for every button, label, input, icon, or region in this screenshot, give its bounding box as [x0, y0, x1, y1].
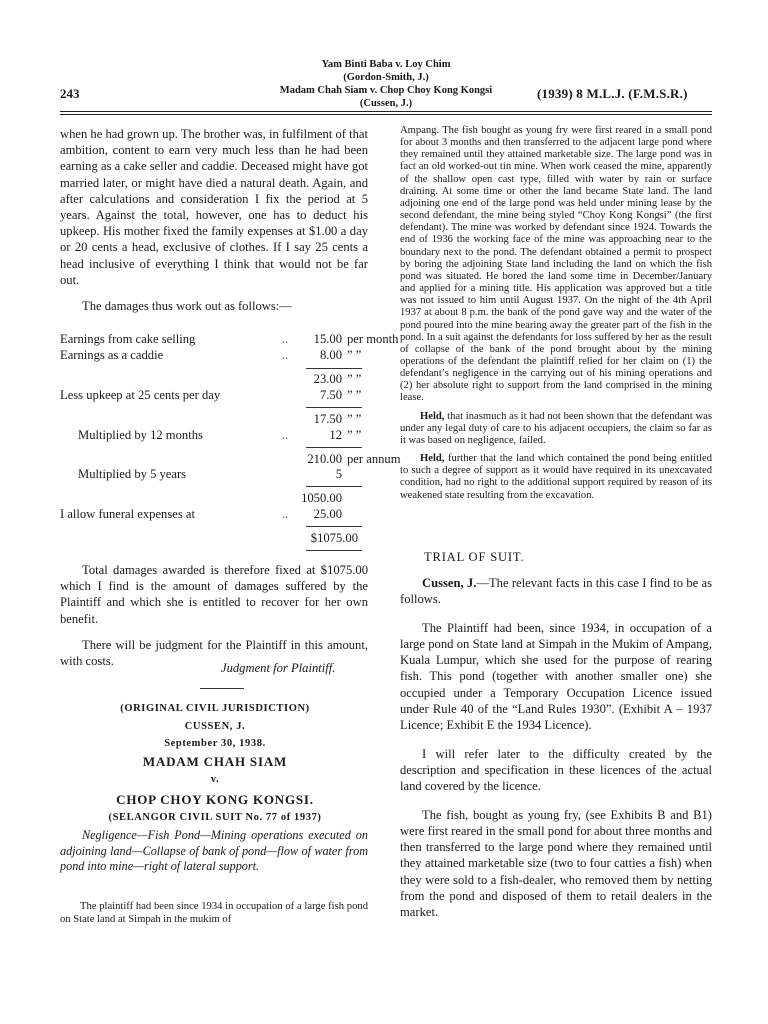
- case-versus: v.: [210, 774, 220, 785]
- held-label: Held,: [420, 410, 445, 422]
- headnote-text: The plaintiff had been since 1934 in occupation of a large fish pond on State land at Simpah in the mukim of: [60, 901, 368, 925]
- damages-amount: 17.50: [313, 412, 342, 426]
- running-head-judge2: (Cussen, J.): [359, 98, 413, 109]
- damages-amount: 1050.00: [301, 491, 342, 505]
- damages-amount: 7.50: [319, 388, 342, 402]
- paragraph: [400, 575, 712, 608]
- headnote: [400, 125, 712, 508]
- held-text: further that the land which contained the pond being entitled to such a degree of support as it would have required in its unexcavated condition, had no right to the additional support required by reason of its weakened state resulting from the excavation.: [400, 453, 712, 501]
- damages-unit: ” ”: [347, 388, 362, 402]
- held-paragraph: [400, 411, 712, 447]
- judge-name: Cussen, J.: [422, 576, 477, 590]
- paragraph: The fish, bought as young fry, (see Exhibits B and B1) were first reared in the small pond for about three months and then transferred to the large pond where they remained until they attained marketable size (two to four catties a fish) when they were sold to a fish-dealer, who removed them by netting from the pond and disposed of them to retail dealers in the market.: [400, 807, 712, 920]
- damages-amount: 23.00: [313, 372, 342, 386]
- damages-total: $1075.00: [310, 531, 358, 545]
- sum-rule: [306, 550, 362, 551]
- damages-unit: ” ”: [347, 428, 362, 442]
- paragraph: when he had grown up. The brother was, in fulfilment of that ambition, content to earn very much less than he had been earning as a cake seller and caddie. Deceased might have got married later, or might have died a natural death. Again, and after calculations and consideration I fix the period at 5 years. Against the total, however, one has to deduct his upkeep. His mother fixed the family expenses at $1.00 a day or 20 cents a head, exclusive of clothes. If I say 25 cents a head inclusive of everything I think that would not be far out.: [60, 127, 368, 287]
- leader-dots: ..: [282, 428, 289, 442]
- case-party-plaintiff: MADAM CHAH SIAM: [142, 754, 288, 769]
- damages-label: Less upkeep at 25 cents per day: [60, 388, 221, 402]
- held-label: Held,: [420, 453, 445, 465]
- damages-label: Earnings as a caddie: [60, 348, 164, 362]
- jurisdiction: (ORIGINAL CIVIL JURISDICTION): [120, 703, 310, 714]
- held-paragraph: [400, 453, 712, 502]
- paragraph: Total damages awarded is therefore fixed at $1075.00 which I find is the amount of damages suffered by the Plaintiff and which she is entitled to recover for her own benefit.: [60, 563, 368, 626]
- leader-dots: ..: [282, 332, 289, 346]
- headnote-continued: Ampang. The fish bought as young fry were first reared in a small pond for about 3 months and then transferred to the adjacent large pond where they remained until they attained marketable size. The large pond was in fact an old worked-out tin mine. When work ceased the mine, apparently of the shallow open cast type, filled with water by rain or surface draining. At some time or other the land became State land. The land adjoining one end of the large pond was held under mining lease by the second defendant, the mine being styled “Choy Kong Kongsi” (the first defendant). The mine was worked by defendant since 1924. Towards the end of 1936 the working face of the mine was approaching near to the boundary next to the pond. The defendant obtained a permit to prospect by boring the adjoining State land including the land on which the fish pond was situated. He bored the land some time in December/January and applied for a mining title. His application was approved but a title was not issued to him until August 1937. On the night of the 4th April 1937 at about 8 p.m. the bank of the pond gave way and the water of the pond poured into the mine bearing away the greater part of the fish in the pond. In a suit against the defendants for loss suffered by her as the result of collapse of the bank of the pond brought about by the mining operations of the defendant the plaintiff relied for her claim on (1) the defendant’s negligence in the carrying out of his mining operations and (2) her absolute right to support from the land comprised in the mining lease.: [400, 125, 712, 404]
- left-column-tail: [60, 562, 368, 669]
- damages-amount: 15.00: [313, 332, 342, 346]
- judgment-line: Judgment for Plaintiff.: [221, 661, 336, 675]
- damages-unit: ” ”: [347, 372, 362, 386]
- damages-unit: per month: [347, 332, 399, 346]
- sum-rule: [306, 486, 362, 487]
- headnote-start: [60, 900, 368, 926]
- suit-number: (SELANGOR CIVIL SUIT No. 77 of 1937): [108, 812, 322, 823]
- catchwords-text: Negligence—Fish Pond—Mining operations executed on adjoining land—Collapse of bank of pond—flow of water from pond into mine—right of lateral support.: [60, 828, 368, 874]
- damages-label: Multiplied by 12 months: [78, 428, 203, 442]
- damages-amount: 8.00: [319, 348, 342, 362]
- section-divider: [200, 688, 244, 689]
- catchwords: [60, 828, 368, 875]
- sum-rule: [306, 526, 362, 527]
- damages-label: Multiplied by 5 years: [78, 467, 187, 481]
- running-head-case1: Yam Binti Baba v. Loy Chim: [321, 59, 451, 70]
- header-rule-thin: [60, 114, 712, 115]
- running-head: [232, 58, 540, 110]
- sum-rule: [306, 407, 362, 408]
- leader-dots: ..: [282, 348, 289, 362]
- damages-amount: 12: [329, 428, 342, 442]
- paragraph-text: —The relevant facts in this case I find to be as follows.: [400, 576, 712, 607]
- case-date: September 30, 1938.: [164, 738, 266, 749]
- paragraph: The damages thus work out as follows:—: [82, 299, 292, 314]
- held-text: that inasmuch as it had not been shown that the defendant was under any legal duty of care to his adjacent occupiers, the claim so far as it was based on negligence, failed.: [400, 410, 712, 446]
- right-column: [400, 575, 712, 933]
- damages-amount: 5: [335, 467, 342, 481]
- damages-amount: 25.00: [313, 507, 342, 521]
- leader-dots: ..: [282, 507, 289, 521]
- running-head-case2: Madam Chah Siam v. Chop Choy Kong Kongsi: [279, 85, 493, 96]
- running-head-judge1: (Gordon-Smith, J.): [343, 72, 429, 83]
- header-rule: [60, 111, 712, 112]
- paragraph: The Plaintiff had been, since 1934, in occupation of a large pond on State land at Simpah in the Mukim of Ampang, Kuala Lumpur, which she used for the purpose of rearing fish. This pond (together with another smaller one) she occupied under a Temporary Occupation Licence issued under Rule 40 of the “Land Rules 1930”. (Exhibit A – 1937 Licence; Exhibit E the 1934 Licence).: [400, 620, 712, 733]
- sum-rule: [306, 368, 362, 369]
- damages-unit: per annum: [347, 452, 401, 466]
- damages-amount: 210.00: [307, 452, 342, 466]
- damages-label: Earnings from cake selling: [60, 332, 196, 346]
- page-number: 243: [60, 86, 80, 101]
- sum-rule: [306, 447, 362, 448]
- report-citation: (1939) 8 M.L.J. (F.M.S.R.): [537, 86, 688, 101]
- damages-unit: ” ”: [347, 348, 362, 362]
- left-column: [60, 126, 368, 314]
- section-heading: TRIAL OF SUIT.: [424, 550, 525, 564]
- damages-unit: ” ”: [347, 412, 362, 426]
- paragraph: I will refer later to the difficulty created by the description and specification in these licences of the actual land covered by the licence.: [400, 746, 712, 794]
- case-judge: CUSSEN, J.: [184, 721, 246, 732]
- case-party-defendant: CHOP CHOY KONG KONGSI.: [116, 792, 314, 807]
- damages-label: I allow funeral expenses at: [60, 507, 195, 521]
- paragraph: There will be judgment for the Plaintiff in this amount, with costs.: [60, 637, 368, 669]
